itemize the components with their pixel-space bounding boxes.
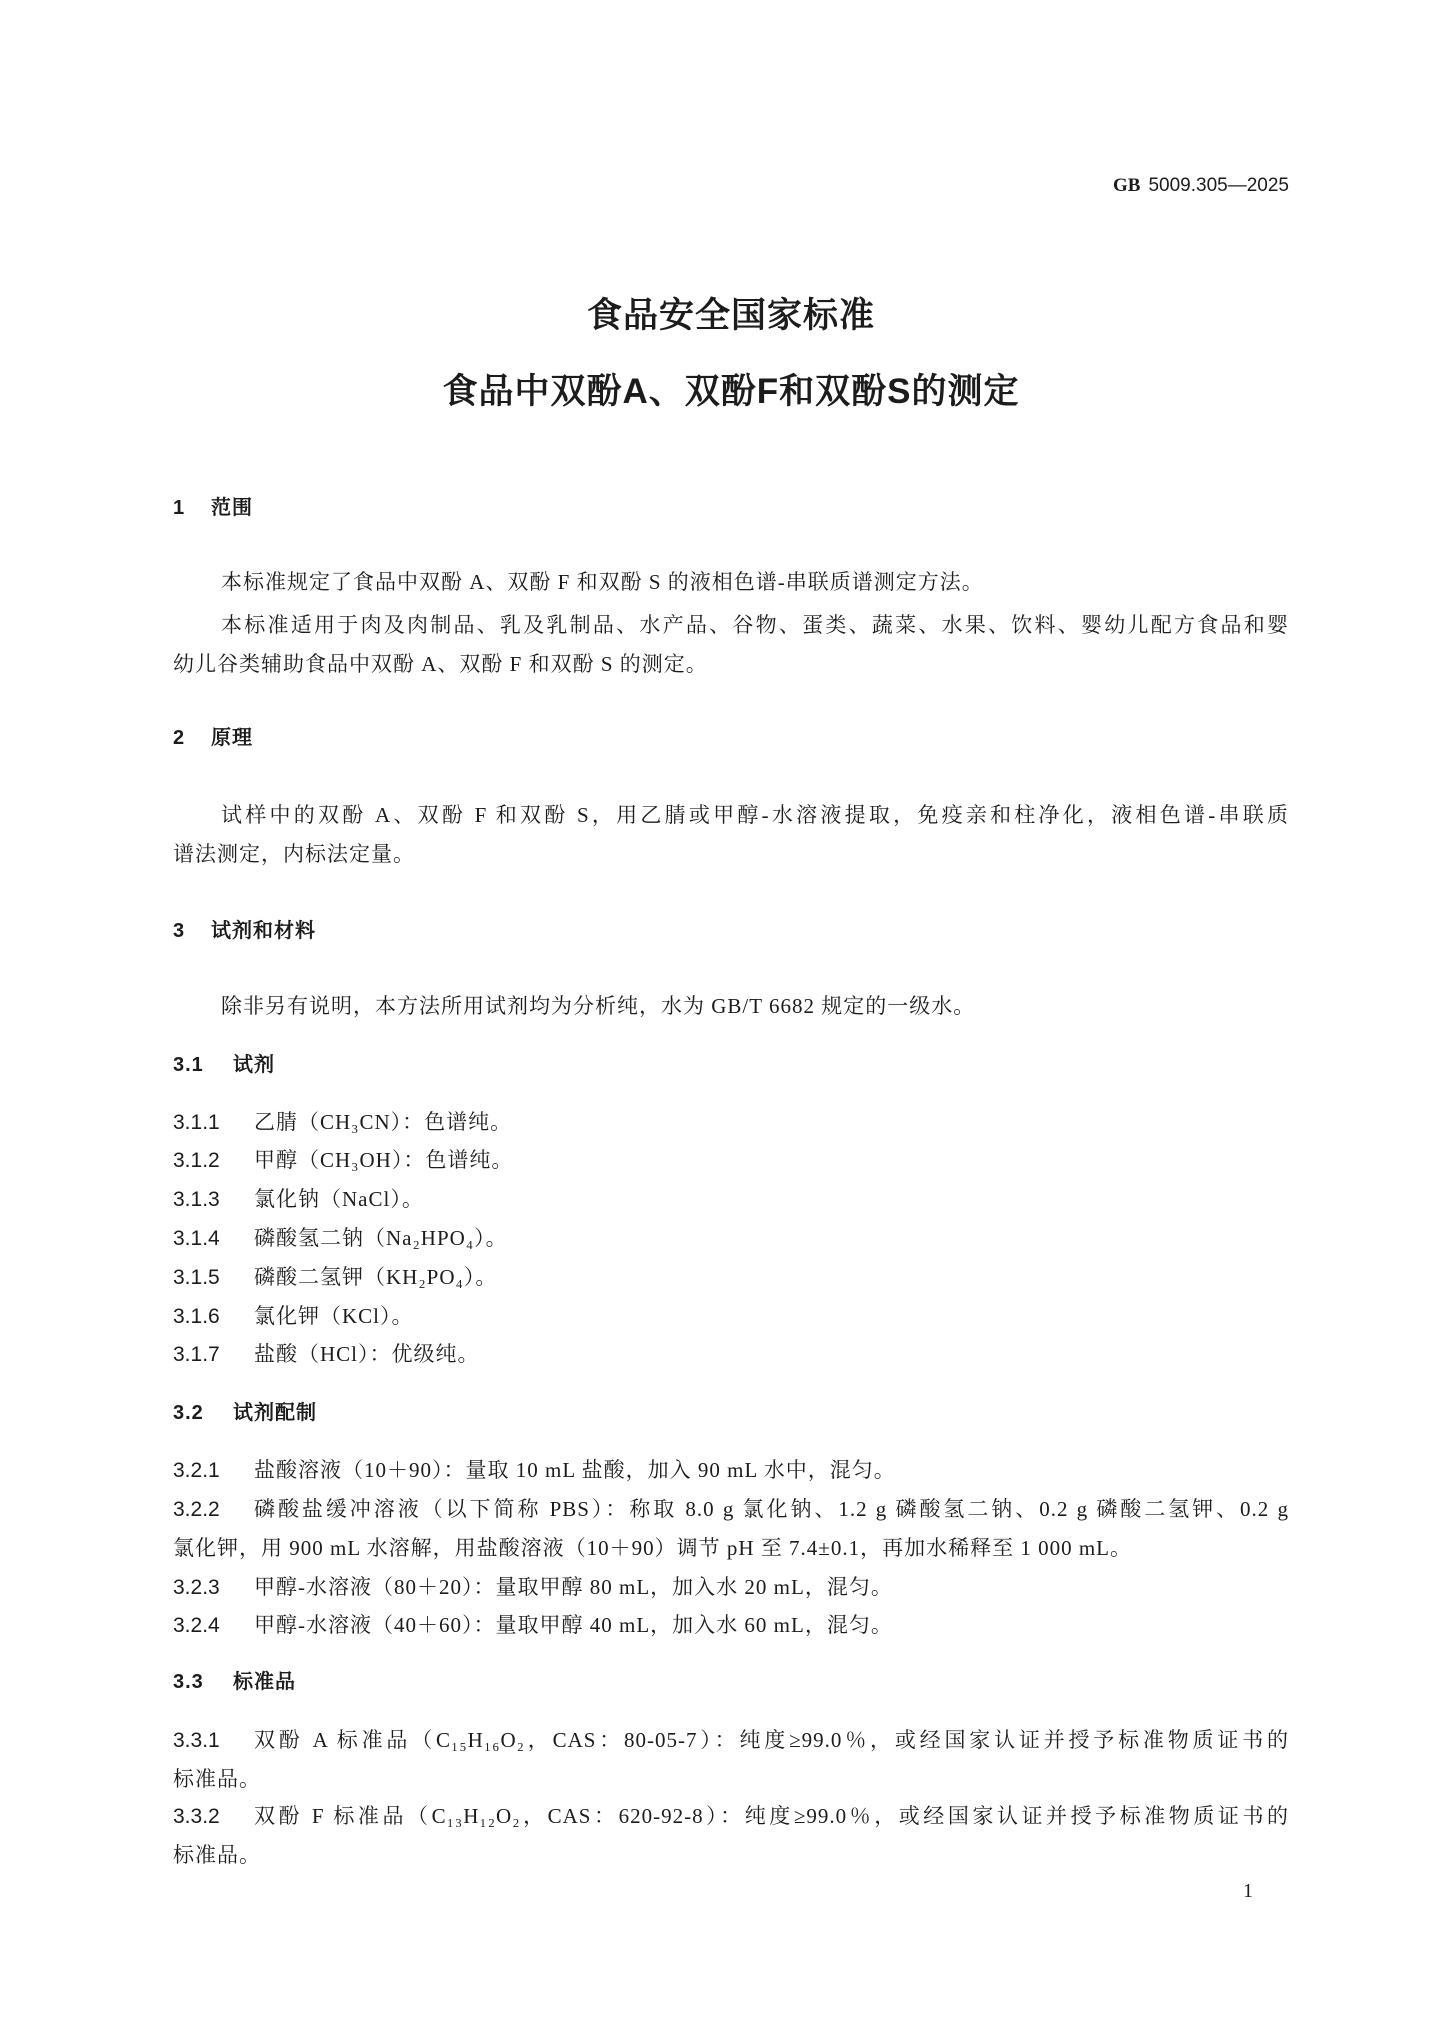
clause-number: 3.1.1 <box>173 1111 220 1134</box>
paragraph-line: 本标准适用于肉及肉制品、乳及乳制品、水产品、谷物、蛋类、蔬菜、水果、饮料、婴幼儿配方食品和婴 <box>221 613 1289 637</box>
section-title: 范围 <box>211 497 253 519</box>
clause-3-1-5 <box>173 1262 1289 1292</box>
clause-text: 甲醇-水溶液（80＋20）：量取甲醇 80 mL，加入水 20 mL，混匀。 <box>254 1575 893 1599</box>
clause-text: 磷酸氢二钠（Na₂HPO₄）。 <box>254 1226 508 1250</box>
section-heading-2 <box>173 723 253 753</box>
clause-3-2-1 <box>173 1455 1289 1485</box>
clause-number: 3.3.2 <box>173 1805 220 1828</box>
standard-code-prefix: GB <box>1113 175 1141 196</box>
clause-3-3-1 <box>173 1725 1289 1755</box>
clause-number: 3.1.3 <box>173 1188 220 1211</box>
clause-text: 双酚 F 标准品（C₁₃H₁₂O₂，CAS：620-92-8）：纯度≥99.0％，或经国家认证并授予标准物质证书的 <box>254 1804 1289 1828</box>
section-heading-1 <box>173 493 253 523</box>
clause-continuation-line: 氯化钾，用 900 mL 水溶解，用盐酸溶液（10＋90）调节 pH 至 7.4±0.1，再加水稀释至 1 000 mL。 <box>173 1536 1132 1560</box>
clause-number: 3.2.1 <box>173 1459 220 1482</box>
standard-code <box>1113 173 1289 199</box>
clause-continuation-line: 标准品。 <box>173 1843 261 1867</box>
section-number: 1 <box>173 497 186 519</box>
clause-3-1-6 <box>173 1301 1289 1331</box>
clause-3-1-1 <box>173 1107 1289 1137</box>
subsection-heading-3-3 <box>173 1667 296 1697</box>
clause-3-1-3 <box>173 1184 1289 1214</box>
section-number: 3 <box>173 920 186 942</box>
clause-number: 3.1.2 <box>173 1149 220 1172</box>
title-main: 食品安全国家标准 <box>586 296 875 335</box>
paragraph-line: 幼儿谷类辅助食品中双酚 A、双酚 F 和双酚 S 的测定。 <box>173 652 708 676</box>
clause-text: 盐酸溶液（10＋90）：量取 10 mL 盐酸，加入 90 mL 水中，混匀。 <box>254 1458 896 1482</box>
clause-3-2-2 <box>173 1494 1289 1524</box>
subsection-title: 标准品 <box>233 1671 296 1693</box>
clause-number: 3.2.4 <box>173 1614 220 1637</box>
subsection-title: 试剂配制 <box>233 1402 317 1424</box>
clause-number: 3.3.1 <box>173 1729 220 1752</box>
clause-3-1-4 <box>173 1223 1289 1253</box>
paragraph-line: 本标准规定了食品中双酚 A、双酚 F 和双酚 S 的液相色谱-串联质谱测定方法。 <box>221 570 984 594</box>
clause-3-2-4 <box>173 1610 1289 1640</box>
clause-text: 双酚 A 标准品（C₁₅H₁₆O₂，CAS：80-05-7）：纯度≥99.0％，或经国家认证并授予标准物质证书的 <box>254 1728 1289 1752</box>
subsection-number: 3.3 <box>173 1671 204 1693</box>
clause-3-1-7 <box>173 1339 1289 1369</box>
clause-number: 3.2.3 <box>173 1576 220 1599</box>
title-sub: 食品中双酚A、双酚F和双酚S的测定 <box>442 372 1020 411</box>
section-title: 试剂和材料 <box>211 920 316 942</box>
clause-number: 3.1.4 <box>173 1227 220 1250</box>
clause-text: 磷酸二氢钾（KH₂PO₄）。 <box>254 1265 498 1289</box>
subsection-heading-3-1 <box>173 1050 275 1080</box>
clause-number: 3.1.5 <box>173 1266 220 1289</box>
section-heading-3 <box>173 916 316 946</box>
clause-3-2-3 <box>173 1572 1289 1602</box>
clause-continuation-line: 标准品。 <box>173 1767 261 1791</box>
subsection-number: 3.1 <box>173 1054 204 1076</box>
clause-number: 3.2.2 <box>173 1498 220 1521</box>
standard-code-number: 5009.305—2025 <box>1148 175 1289 196</box>
clause-text: 乙腈（CH₃CN）：色谱纯。 <box>254 1110 513 1134</box>
subsection-heading-3-2 <box>173 1398 317 1428</box>
section-number: 2 <box>173 727 186 749</box>
subsection-title: 试剂 <box>233 1054 275 1076</box>
paragraph-line: 谱法测定，内标法定量。 <box>173 842 415 866</box>
clause-number: 3.1.6 <box>173 1305 220 1328</box>
paragraph-line: 试样中的双酚 A、双酚 F 和双酚 S，用乙腈或甲醇-水溶液提取，免疫亲和柱净化，液相色谱-串联质 <box>221 803 1289 827</box>
clause-3-3-2 <box>173 1801 1289 1831</box>
clause-text: 氯化钾（KCl）。 <box>254 1304 414 1328</box>
paragraph-line: 除非另有说明，本方法所用试剂均为分析纯，水为 GB/T 6682 规定的一级水。 <box>221 994 976 1018</box>
clause-3-1-2 <box>173 1145 1289 1175</box>
clause-text: 甲醇（CH₃OH）：色谱纯。 <box>254 1148 514 1172</box>
clause-number: 3.1.7 <box>173 1343 220 1366</box>
clause-text: 甲醇-水溶液（40＋60）：量取甲醇 40 mL，加入水 60 mL，混匀。 <box>254 1613 893 1637</box>
page-number: 1 <box>1243 1880 1253 1902</box>
clause-text: 磷酸盐缓冲溶液（以下简称 PBS）：称取 8.0 g 氯化钠、1.2 g 磷酸氢二钠、0.2 g 磷酸二氢钾、0.2 g <box>254 1497 1289 1521</box>
clause-text: 氯化钠（NaCl）。 <box>254 1187 424 1211</box>
clause-text: 盐酸（HCl）：优级纯。 <box>254 1342 480 1366</box>
section-title: 原理 <box>211 727 253 749</box>
subsection-number: 3.2 <box>173 1402 204 1424</box>
